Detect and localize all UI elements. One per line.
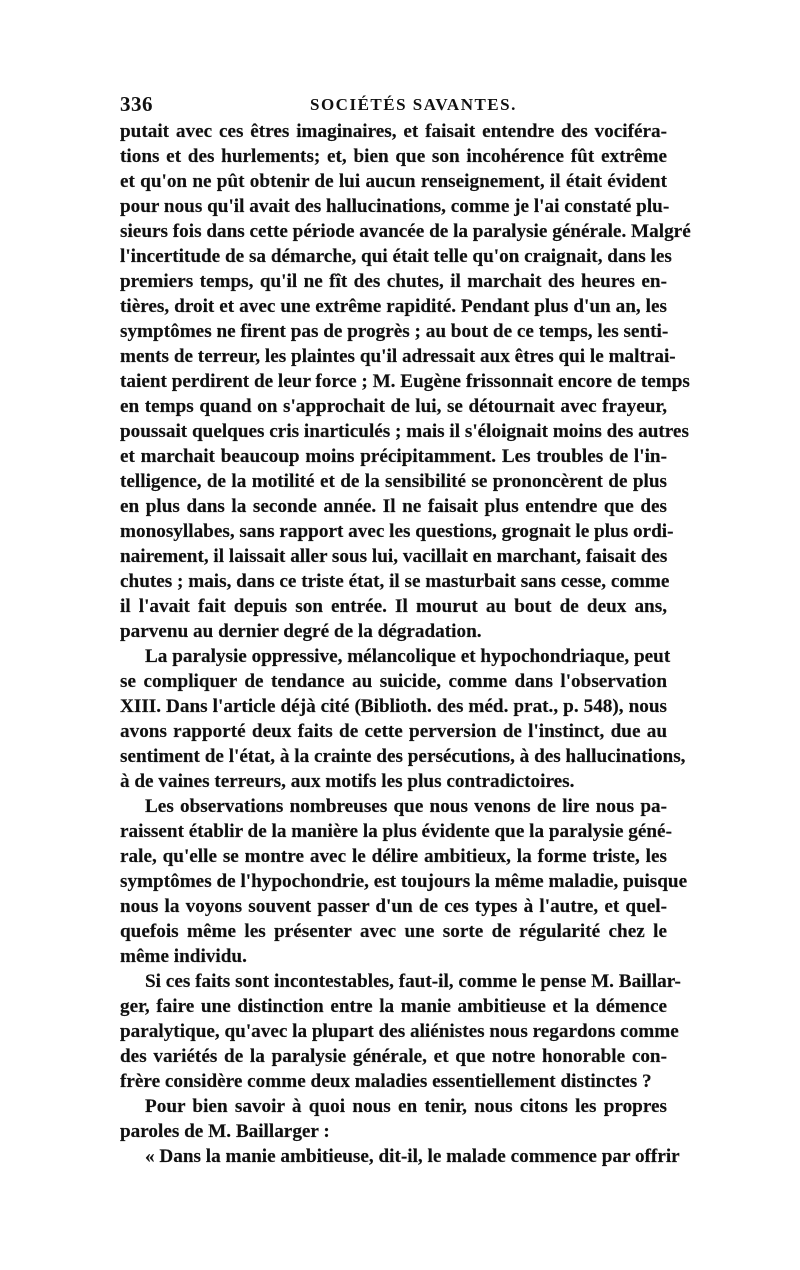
text-line: chutes ; mais, dans ce triste état, il se masturbait sans cesse, comme <box>120 571 670 592</box>
text-line: « Dans la manie ambitieuse, dit-il, le malade commence par offrir <box>145 1146 680 1167</box>
text-line: nairement, il laissait aller sous lui, vacillait en marchant, faisait des <box>120 546 668 567</box>
text-line: poussait quelques cris inarticulés ; mais il s'éloignait moins des autres <box>120 421 689 442</box>
text-line: parvenu au dernier degré de la dégradation. <box>120 621 482 642</box>
text-line: avons rapporté deux faits de cette perversion de l'instinct, due au <box>120 721 667 742</box>
text-line: monosyllabes, sans rapport avec les questions, grognait le plus ordi- <box>120 521 674 542</box>
text-line: tions et des hurlements; et, bien que son incohérence fût extrême <box>120 146 667 167</box>
text-line: et qu'on ne pût obtenir de lui aucun renseignement, il était évident <box>120 171 667 192</box>
page-header <box>120 92 685 118</box>
text-line: des variétés de la paralysie générale, et que notre honorable con- <box>120 1046 667 1067</box>
text-line: en temps quand on s'approchait de lui, se détournait avec frayeur, <box>120 396 667 417</box>
text-line: frère considère comme deux maladies essentiellement distinctes ? <box>120 1071 652 1092</box>
text-line: taient perdirent de leur force ; M. Eugène frissonnait encore de temps <box>120 371 690 392</box>
text-line: pour nous qu'il avait des hallucinations, comme je l'ai constaté plu- <box>120 196 670 217</box>
text-line: Si ces faits sont incontestables, faut-il, comme le pense M. Baillar- <box>145 971 681 992</box>
text-line: raissent établir de la manière la plus évidente que la paralysie géné- <box>120 821 672 842</box>
text-line: premiers temps, qu'il ne fît des chutes, il marchait des heures en- <box>120 271 667 292</box>
text-line: nous la voyons souvent passer d'un de ces types à l'autre, et quel- <box>120 896 667 917</box>
text-line: ments de terreur, les plaintes qu'il adressait aux êtres qui le maltrai- <box>120 346 676 367</box>
text-line: ger, faire une distinction entre la manie ambitieuse et la démence <box>120 996 667 1017</box>
text-line: symptômes de l'hypochondrie, est toujours la même maladie, puisque <box>120 871 688 892</box>
text-line: tières, droit et avec une extrême rapidité. Pendant plus d'un an, les <box>120 296 667 317</box>
text-line: rale, qu'elle se montre avec le délire ambitieux, la forme triste, les <box>120 846 667 867</box>
text-line: symptômes ne firent pas de progrès ; au bout de ce temps, les senti- <box>120 321 669 342</box>
text-line: telligence, de la motilité et de la sensibilité se prononcèrent de plus <box>120 471 667 492</box>
text-line: paralytique, qu'avec la plupart des aliénistes nous regardons comme <box>120 1021 679 1042</box>
text-line: sentiment de l'état, à la crainte des persécutions, à des hallucinations, <box>120 746 686 767</box>
running-head: SOCIÉTÉS SAVANTES. <box>310 95 517 114</box>
page-number: 336 <box>120 92 153 116</box>
text-line: l'incertitude de sa démarche, qui était telle qu'on craignait, dans les <box>120 246 672 267</box>
text-line: sieurs fois dans cette période avancée de la paralysie générale. Malgré <box>120 221 691 242</box>
text-line: La paralysie oppressive, mélancolique et hypochondriaque, peut <box>145 646 671 667</box>
text-line: même individu. <box>120 946 247 967</box>
text-line: il l'avait fait depuis son entrée. Il mourut au bout de deux ans, <box>120 596 667 617</box>
text-line: Pour bien savoir à quoi nous en tenir, nous citons les propres <box>145 1096 667 1117</box>
text-line: et marchait beaucoup moins précipitamment. Les troubles de l'in- <box>120 446 667 467</box>
text-line: se compliquer de tendance au suicide, comme dans l'observation <box>120 671 667 692</box>
text-line: XIII. Dans l'article déjà cité (Biblioth. des méd. prat., p. 548), nous <box>120 696 667 717</box>
text-line: quefois même les présenter avec une sorte de régularité chez le <box>120 921 667 942</box>
text-line: en plus dans la seconde année. Il ne faisait plus entendre que des <box>120 496 667 517</box>
text-line: à de vaines terreurs, aux motifs les plus contradictoires. <box>120 771 575 792</box>
text-line: Les observations nombreuses que nous venons de lire nous pa- <box>145 796 667 817</box>
text-line: paroles de M. Baillarger : <box>120 1121 330 1142</box>
text-line: putait avec ces êtres imaginaires, et faisait entendre des vociféra- <box>120 121 667 142</box>
